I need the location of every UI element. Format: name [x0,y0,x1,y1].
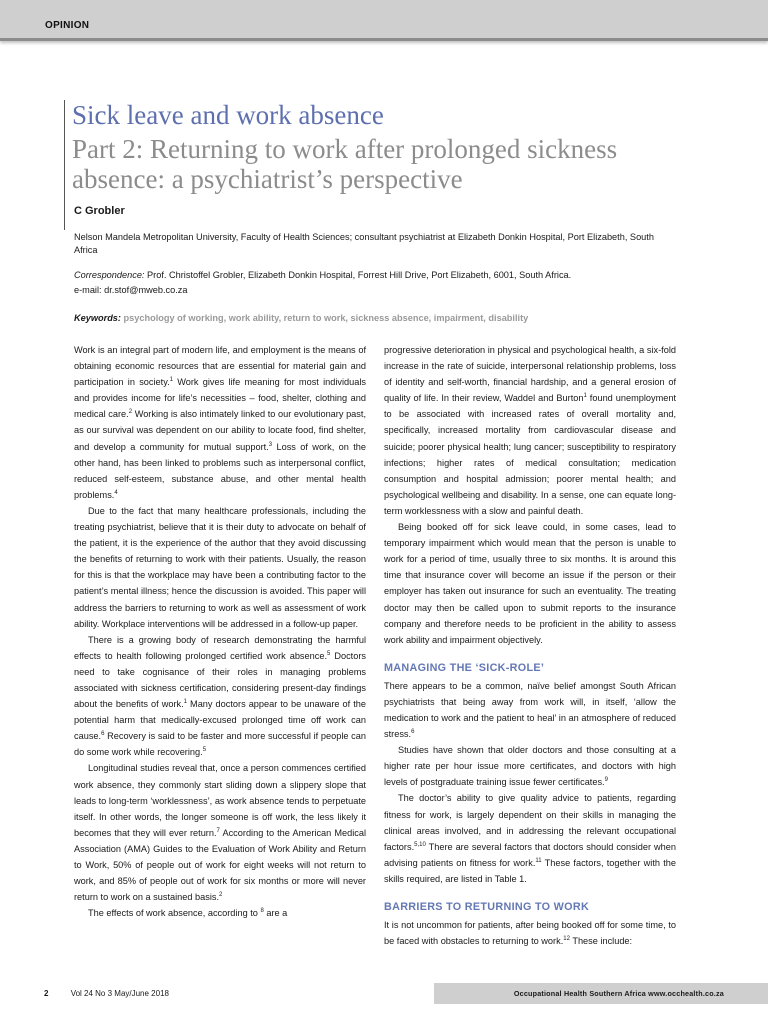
citation-ref: 1 [183,699,188,706]
paragraph: There is a growing body of research demonstrating the harmful effects to health following prolonged certified work absence.$^5$ Doctors need to take cognisance of their roles in managing problems associated with sickness certification, considering present-day findings about the benefits of work.$^1$ Many doctors appear to be unaware of the potential harm that medically-excused prolonged time off work can cause.$^6$ Recovery is said to be faster and more successful if people can do some work while recovering.$^5$ [74,634,366,758]
citation-ref: 2 [219,892,223,899]
body-column-left [74,342,366,921]
citation-ref: 6 [411,729,415,736]
email[interactable]: e-mail: dr.stof@mweb.co.za [74,285,188,295]
citation-ref: 4 [114,489,118,496]
article-title: Sick leave and work absence [72,100,384,130]
keywords-label: Keywords: [74,313,121,323]
paragraph: It is not uncommon for patients, after being booked off for some time, to be faced with obstacles to returning to work.$^{12}$ These include: [384,920,676,947]
paragraph: Longitudinal studies reveal that, once a person commences certified work absence, they commonly start sliding down a slippery slope that leads to long-term ‘worklessness’, as work absence tends to perpetuate itself. In other words, the longer someone is off work, the less likely it becomes that they will ever return.$^7$ According to the American Medical Association (AMA) Guides to the Evaluation of Work Ability and Return to Work, 50% of people out of work for eight weeks will not return to work, and 85% of people out of work for six months or more will never return to work on a sustained basis.$^2$ [74,763,367,903]
citation-ref: 12 [563,936,570,943]
citation-ref: 5 [202,747,207,754]
citation-ref: 8 [260,908,264,915]
article-subtitle: Part 2: Returning to work after prolonged sickness absence: a psychiatrist’s perspective [72,134,618,194]
citation-ref: 3 [268,441,273,448]
paragraph: progressive deterioration in physical and psychological health, a six-fold increase in the rate of suicide, interpersonal relationship problems, loss of identity and self-worth, financial hardship, and a general erosion of quality of life. In their review, Waddel and Burton$^1$ found unemployment to be associated with increased rates of overall mortality and, specifically, increased mortality from cardiovascular disease and suicide; poorer physical health; lung cancer; susceptibility to respiratory infections; higher rates of medical consultation; medication consumption and hospital admission; poorer mental health; and psychological wellbeing and disability. In a sense, one can equate long-term worklessness with a slow and painful death. [384,345,677,516]
page-number: 2 [44,989,49,998]
section-label: OPINION [45,20,90,31]
paragraph: There appears to be a common, naïve belief amongst South African psychiatrists that being away from work will, in itself, ‘allow the medication to work and the patient to heal’ in an atmosphere of reduced stress.$^6$ [384,680,676,740]
paragraph: Due to the fact that many healthcare professionals, including the treating psychiatrist, believe that it is their duty to advocate on behalf of the patient, it is the experience of the author that they avoid discussing the benefits of returning to work with their patients. Usually, the reason for this is that the workplace may have been a contributing factor to the patient’s mental illness; hence the discussion is avoided. This paper will address the barriers to returning to work as well as assessment of work ability. Workplace interventions will be addressed in a follow-up paper. [74,505,366,629]
paragraph: Studies have shown that older doctors and those consulting at a higher rate per hour issue more certificates, and doctors with high levels of postgraduate training issue fewer certificates.$^9$ [384,745,676,788]
citation-ref: 1 [169,377,173,384]
citation-ref: 7 [216,827,220,834]
citation-ref: 6 [101,731,105,738]
journal-name[interactable]: Occupational Health Southern Africa www.occhealth.co.za [513,989,724,998]
keywords [74,313,714,323]
paragraph: Work is an integral part of modern life, and employment is the means of obtaining economic resources that are essential for material gain and participation in society.$^1$ Work gives life meaning for most individuals and provides income for life’s necessities – food, shelter, clothing and medical care.$^2$ Working is also intimately linked to our evolutionary past, as our survival was dependent on our ability to locate food, find shelter, and develop a community for mutual support.$^3$ Loss of work, on the other hand, has been linked to problems such as interpersonal conflict, reduced self-esteem, substance abuse, and other mental health problems.$^4$ [74,345,366,500]
section-header-bar [0,0,768,41]
paragraph: Being booked off for sick leave could, in some cases, lead to temporary impairment which would mean that the person is unable to work for a period of time, usually three to six months. It is around this time that insurance cover will become an issue if the person or their employer has taken out insurance for such an eventuality. The treating doctor may then be called upon to submit reports to the insurance company and therefore needs to be proficient in the ability to assess work ability and impairment objectively. [384,522,676,645]
footer-left [44,989,169,998]
citation-ref: 11 [535,857,542,864]
section-heading: BARRIERS TO RETURNING TO WORK [384,901,590,913]
section-heading: MANAGING THE ‘SICK-ROLE’ [384,661,545,674]
citation-ref: 2 [128,409,133,416]
correspondence-label: Correspondence: [74,270,145,280]
affiliation: Nelson Mandela Metropolitan University, Faculty of Health Sciences; consultant psychiatrist at Elizabeth Donkin Hospital, Port Elizabeth, South Africa [74,232,654,255]
author-name: C Grobler [74,205,125,217]
correspondence-text: Prof. Christoffel Grobler, Elizabeth Donkin Hospital, Forrest Hill Drive, Port Elizabeth, 6001, South Africa. [147,270,572,280]
citation-ref: 5,10 [414,841,426,848]
issue-info: Vol 24 No 3 May/June 2018 [70,989,169,998]
correspondence [74,268,674,298]
footer-journal-bar [434,983,768,1004]
keywords-list: psychology of working, work ability, return to work, sickness absence, impairment, disability [123,313,529,323]
citation-ref: 1 [583,393,587,400]
citation-ref: 5 [327,650,331,657]
body-column-right [384,342,676,949]
citation-ref: 9 [604,777,608,784]
paragraph: The effects of work absence, according to $^8$ are a [88,908,288,919]
paragraph: The doctor’s ability to give quality advice to patients, regarding fitness for work, is largely dependent on their skills in managing the clinical areas involved, and in addressing the relevant occupational factors.$^{5,10}$ There are several factors that doctors should consider when advising patients on fitness for work.$^{11}$ These factors, together with the skills required, are listed in Table 1. [384,793,676,884]
